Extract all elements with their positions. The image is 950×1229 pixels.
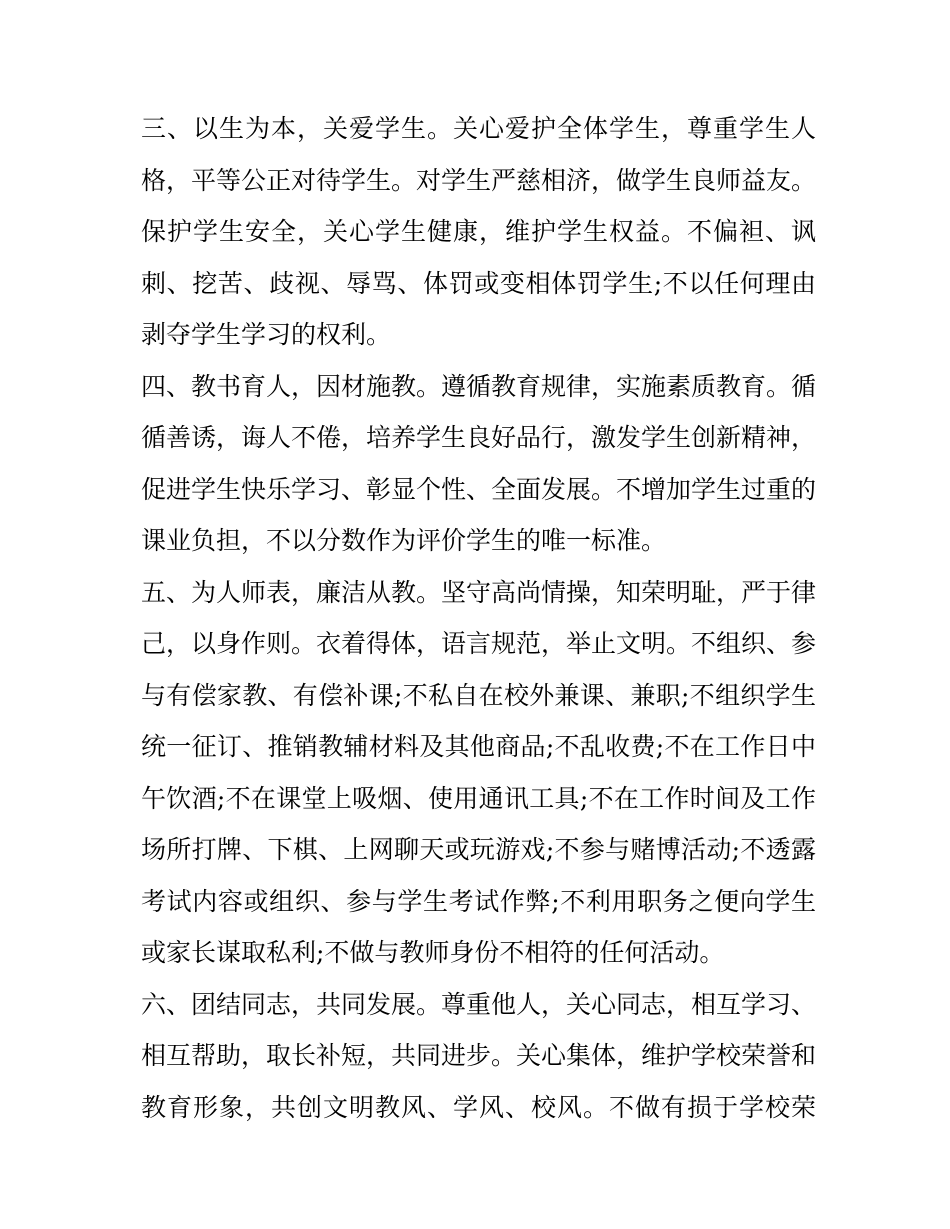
text-line-7: 循善诱，诲人不倦，培养学生良好品行，激发学生创新精神， [141,423,816,452]
text-line-18: 六、团结同志，共同发展。尊重他人，关心同志，相互学习、 [141,989,816,1019]
text-line-14: 午饮酒;不在课堂上吸烟、使用通讯工具;不在工作时间及工作 [141,783,816,813]
text-line-6: 四、教书育人，因材施教。遵循教育规律，实施素质教育。循 [141,371,816,401]
text-line-1: 三、以生为本，关爱学生。关心爱护全体学生，尊重学生人 [141,114,816,143]
text-line-20: 教育形象，共创文明教风、学风、校风。不做有损于学校荣 [141,1092,816,1122]
text-line-17: 或家长谋取私利;不做与教师身份不相符的任何活动。 [141,938,725,967]
text-line-16: 考试内容或组织、参与学生考试作弊;不利用职务之便向学生 [141,886,816,916]
text-line-11: 己，以身作则。衣着得体，语言规范，举止文明。不组织、参 [141,629,816,658]
text-line-12: 与有偿家教、有偿补课;不私自在校外兼课、兼职;不组织学生 [141,680,816,710]
text-line-4: 刺、挖苦、歧视、辱骂、体罚或变相体罚学生;不以任何理由 [141,268,816,298]
text-line-15: 场所打牌、下棋、上网聊天或玩游戏;不参与赌博活动;不透露 [141,835,816,864]
text-line-2: 格，平等公正对待学生。对学生严慈相济，做学生良师益友。 [141,165,816,195]
text-line-9: 课业负担，不以分数作为评价学生的唯一标准。 [141,526,667,555]
text-line-10: 五、为人师表，廉洁从教。坚守高尚情操，知荣明耻，严于律 [141,577,816,607]
text-line-3: 保护学生安全，关心学生健康，维护学生权益。不偏袒、讽 [141,217,816,246]
text-line-13: 统一征订、推销教辅材料及其他商品;不乱收费;不在工作日中 [141,732,816,761]
text-line-8: 促进学生快乐学习、彰显个性、全面发展。不增加学生过重的 [141,474,816,504]
text-line-5: 剥夺学生学习的权利。 [141,320,392,349]
text-line-19: 相互帮助，取长补短，共同进步。关心集体，维护学校荣誉和 [141,1041,816,1070]
body-text [141,103,816,1133]
